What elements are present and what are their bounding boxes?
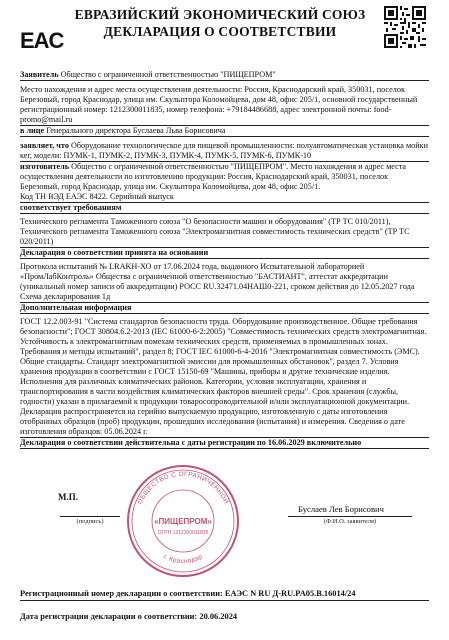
registration-number: ЕАЭС N RU Д-RU.PA05.B.16014/24 <box>224 589 356 598</box>
applicant-address: Место нахождения и адрес места осуществления деятельности: Россия, Краснодарский край, 350031, поселок Березовый, город Краснодар, улица им. Скульптора Коломойцева, дом 48, офис 205/1, основной государственный регистрационный номер: 1212300011835, номер телефона: +79184486688, адрес электронной почты: food-promo@mail.ru <box>20 85 429 126</box>
document-header <box>0 0 449 66</box>
registration-date-row <box>20 611 429 622</box>
additional-extra: Декларация распространяется на серийно выпускаемую продукцию, изготовленную с даты изготовления отобранных образцов (проб) продукции, прошедших исследования (испытания) и измерения. Сведения о дате изготовления образцов: 05.06.2024 г. <box>20 407 429 438</box>
applicant-name: Общество с ограниченной ответственностью "ПИЩЕПРОМ" <box>60 70 276 79</box>
declaration-body <box>20 70 429 449</box>
signature-line <box>60 516 120 517</box>
manufacturer-row <box>20 162 429 192</box>
person-text: Генерального директора Буслаева Льва Борисовича <box>46 126 226 135</box>
stamp-ogrn: ОГРН 1212300011835 <box>157 530 209 536</box>
registration-block <box>20 588 429 622</box>
applicant-person-row <box>20 126 429 137</box>
registration-date: 20.06.2024 <box>199 612 238 621</box>
union-title: ЕВРАЗИЙСКИЙ ЭКОНОМИЧЕСКИЙ СОЮЗ <box>74 7 366 22</box>
validity-text: Декларация о соответствии действительна с даты регистрации по 16.06.2029 включительно <box>20 438 429 449</box>
name-caption: (Ф.И.О. заявителя) <box>323 518 377 525</box>
basis-text: Протокола испытаний № LRAKH-ХО от 17.06.2024 года, выданного Испытательной лабораторией «ПромЛабКонтроль» Общества с ограниченной ответственностью "БАСТИАНТ", аттестат аккредитации (уникальный номер записи об аккредитации) РОСС RU.32471.04НАШ0-221, сроком действия до 12.05.2027 года <box>20 262 415 291</box>
declares-label: заявляет, что <box>20 141 69 150</box>
name-line <box>288 516 412 517</box>
applicant-label: Заявитель <box>20 70 59 79</box>
manufacturer-label: изготовитель <box>20 162 70 171</box>
applicant-full-name: Буслаев Лев Борисович <box>298 504 384 514</box>
applicant-row <box>20 70 429 81</box>
registration-number-label: Регистрационный номер декларации о соответствии: <box>20 589 223 598</box>
svg-text:г. Краснодар <box>162 553 204 565</box>
registration-number-row <box>20 588 429 601</box>
requirements-text: Технического регламента Таможенного союза "О безопасности машин и оборудования" (ТР ТС 010/2011), Технического регламента Таможенного союза "Электромагнитная совместимость технических средств" (ТР ТС 020/2011) <box>20 217 429 248</box>
stamp-bottom-text: г. Краснодар <box>162 553 204 566</box>
document-title: ДЕКЛАРАЦИЯ О СООТВЕТСТВИИ <box>103 24 337 39</box>
declares-row <box>20 141 429 162</box>
qr-code-icon <box>384 6 426 48</box>
company-stamp <box>124 462 242 580</box>
basis-scheme: Схема декларирования 1д <box>20 292 429 303</box>
stamp-company-name: «ПИЩЕПРОМ» <box>154 517 212 526</box>
registration-date-label: Дата регистрации декларации о соответствии: <box>20 612 198 621</box>
person-label: в лице <box>20 126 45 135</box>
additional-text: ГОСТ 12.2.003-91 "Система стандартов безопасности труда. Оборудование производственное. Общие требования безопасности"; ГОСТ 30804.6.2-2013 (IEC 61000-6-2:2005) "Совместимость технических средств электромагнитная. Устойчивость к электромагнитным помехам технических средств, применяемых в промышленных зонах. Требования и методы испытаний", раздел 8; ГОСТ IEC 61000-6-4-2016 "Электромагнитная совместимость (ЭМС). Общие стандарты. Стандарт электромагнитной эмиссии для промышленных обстановок", раздел 7. Условия хранения продукции в соответствии с ГОСТ 15150-69 "Машины, приборы и другие технические изделия. Исполнения для различных климатических районов. Категории, условия эксплуатации, хранения и транспортирования в части воздействия климатических факторов внешней среды". Срок хранения (службы, годности) указан в прилагаемой к продукции товаросопроводительной и/или эксплуатационной документации. <box>20 317 427 406</box>
stamp-top-text: ОБЩЕСТВО С ОГРАНИЧЕННОЙ <box>136 470 230 506</box>
signature-caption: (подпись) <box>76 518 104 525</box>
manufacturer-text: Общество с ограниченной ответственностью "ПИЩЕПРОМ". Место нахождения и адрес места осуществления деятельности по изготовлению продукции: Россия, Краснодарский край, 350031, поселок Березовый, город Краснодар, улица им. Скульптора Коломойцева, дом 48, офис 205/1. <box>20 162 407 191</box>
seal-place-label: М.П. <box>58 492 78 502</box>
product-code: Код ТН ВЭД ЕАЭС 8422. Серийный выпуск <box>20 192 429 203</box>
basis-label: Декларация о соответствии принята на основании <box>20 248 429 259</box>
declares-text: Оборудование технологическое для пищевой промышленности: полуавтоматическая установка мойки кег, модели: ПУМК-1, ПУМК-2, ПУМК-3, ПУМК-4, ПУМК-5, ПУМК-6, ПУМК-10 <box>20 141 428 160</box>
requirements-label: соответствует требованиям <box>20 203 429 214</box>
additional-label: Дополнительная информация <box>20 303 429 314</box>
eac-logo: EAC <box>20 28 64 53</box>
